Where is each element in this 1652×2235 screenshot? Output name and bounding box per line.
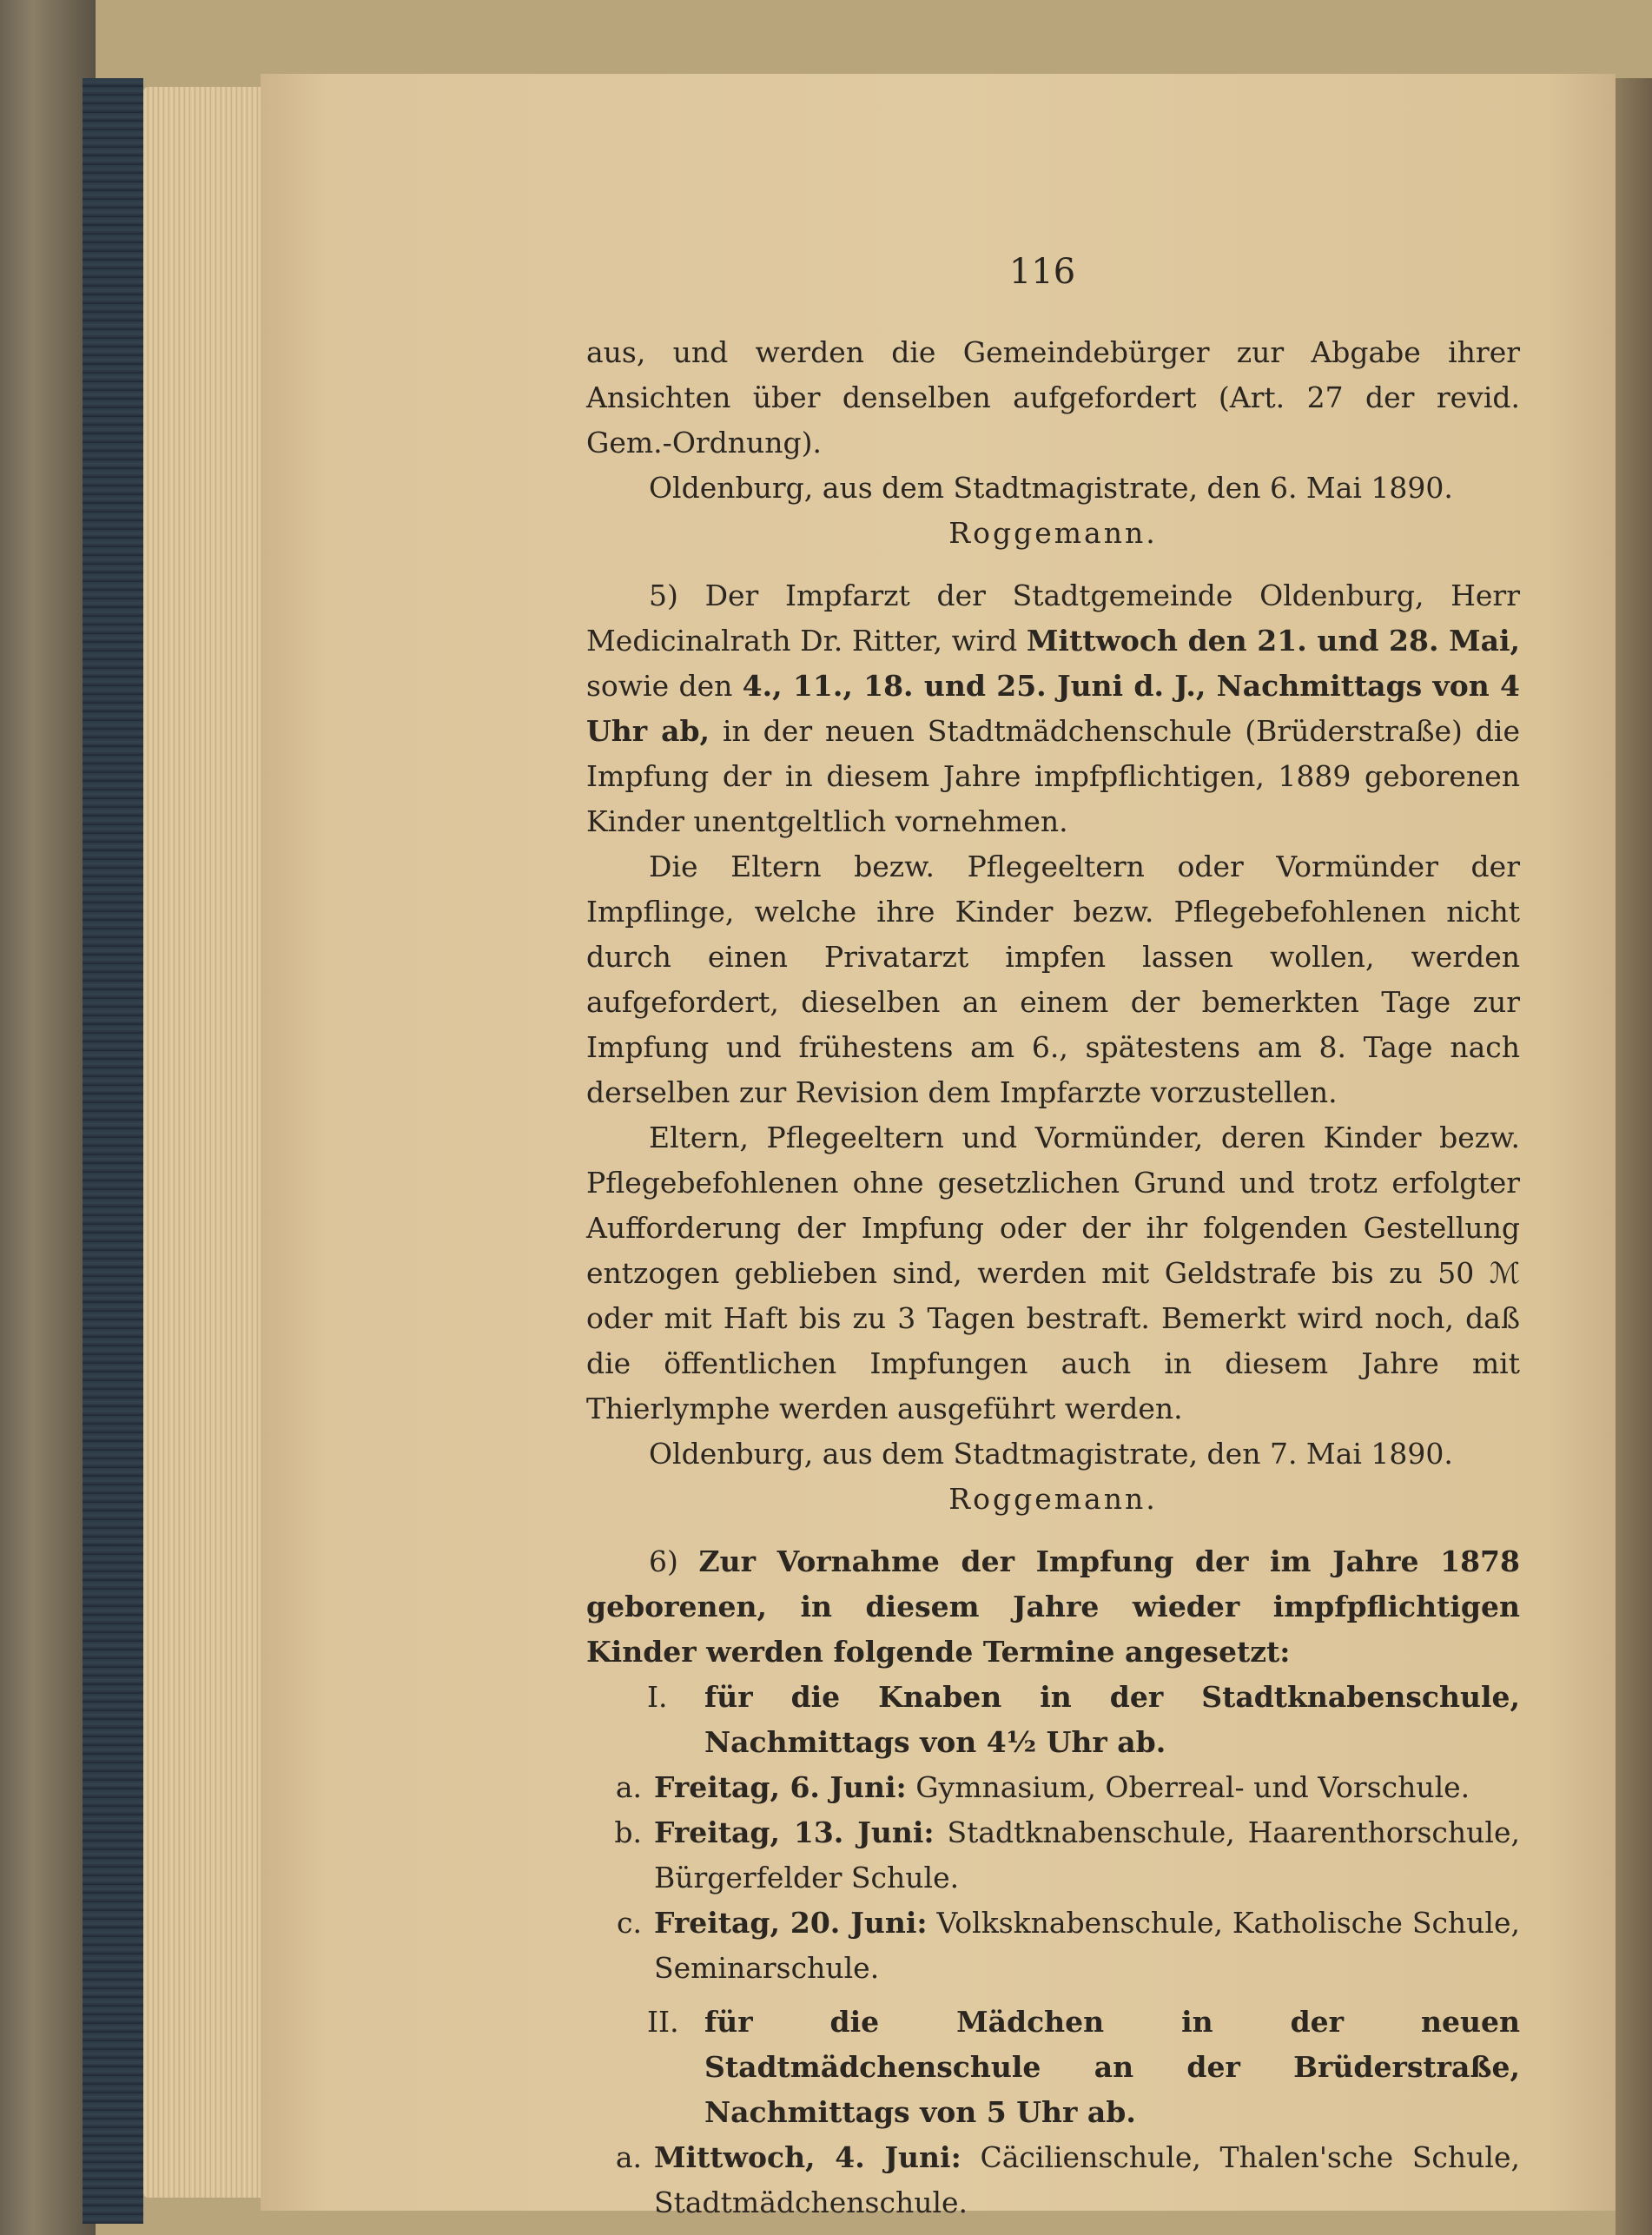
paragraph-parents: Die Eltern bezw. Pflegeeltern oder Vormünder der Impflinge, welche ihre Kinder bezw. Pflegebefohlenen nicht durch einen Privatarzt impfen lassen wollen, werden aufgefordert, dieselben an einem der bemerkten Tage zur Impfung und frühestens am 6., spätestens am 8. Tage nach derselben zur Revision dem Impfarzte vorzustellen. [586, 850, 1520, 1109]
list-item [586, 1901, 1520, 1991]
paragraph-6-heading: Zur Vornahme der Impfung der im Jahre 1878 geborenen, in diesem Jahre wieder impfpflichtigen Kinder werden folgende Termine angesetzt: [586, 1544, 1520, 1669]
section-I-text: für die Knaben in der Stadtknabenschule, Nachmittags von 4½ Uhr ab. [704, 1680, 1520, 1759]
facing-page-edge [1616, 78, 1652, 2235]
page-number: 116 [1008, 252, 1076, 292]
item-date: Mittwoch, 4. Juni: [654, 2140, 961, 2174]
item-label: a. [615, 2140, 642, 2174]
item-date: Freitag, 6. Juni: [654, 1770, 907, 1804]
signature-place-date-2: Oldenburg, aus dem Stadtmagistrate, den 7. Mai 1890. [649, 1437, 1453, 1471]
section-I [647, 1675, 1520, 1765]
paragraph-5 [586, 573, 1520, 844]
paragraph-6-number: 6) [649, 1544, 699, 1578]
section-II-label: II. [647, 2005, 679, 2039]
item-schools: Gymnasium, Oberreal- und Vorschule. [906, 1770, 1470, 1804]
paragraph-6 [586, 1539, 1520, 1675]
paragraph-5-text: 5) Der Impfarzt der Stadtgemeinde Oldenburg, Herr Medicinalrath Dr. Ritter, wird [586, 579, 1520, 658]
paragraph-5-dates-may: Mittwoch den 21. und 28. Mai, [1026, 624, 1520, 658]
page-text [586, 330, 1520, 2225]
item-schools: Cäcilienschule, Thalen'sche Schule, Stadtmädchenschule. [654, 2140, 1520, 2219]
list-item [586, 2135, 1520, 2225]
list-item [586, 1810, 1520, 1901]
book-spine [83, 78, 143, 2224]
paragraph-5-text-end: in der neuen Stadtmädchenschule (Brüderstraße) die Impfung der in diesem Jahre impfpflichtigen, 1889 geborenen Kinder unentgeltlich vornehmen. [586, 714, 1521, 838]
page-edges [143, 87, 265, 2198]
item-label: a. [615, 1770, 642, 1804]
item-label: b. [614, 1815, 642, 1849]
item-schools: Stadtknabenschule, Haarenthorschule, Bürgerfelder Schule. [654, 1815, 1520, 1894]
signature-name-1: Roggemann. [948, 516, 1158, 550]
paragraph-penalty: Eltern, Pflegeeltern und Vormünder, deren Kinder bezw. Pflegebefohlenen ohne gesetzlichen Grund und trotz erfolgter Aufforderung der Impfung oder der ihr folgenden Gestellung entzogen geblieben sind, werden mit Geldstrafe bis zu 50 ℳ oder mit Haft bis zu 3 Tagen bestraft. Bemerkt wird noch, daß die öffentlichen Impfungen auch in diesem Jahre mit Thierlymphe werden ausgeführt werden. [586, 1121, 1520, 1425]
item-date: Freitag, 13. Juni: [654, 1815, 935, 1849]
list-item [586, 1765, 1520, 1810]
signature-name-2: Roggemann. [948, 1482, 1158, 1516]
item-schools: Volksknabenschule, Katholische Schule, Seminarschule. [654, 1906, 1520, 1985]
section-II [647, 2000, 1520, 2135]
paragraph-5-dates-june: 4., 11., 18. und 25. Juni d. J., Nachmittags von 4 Uhr ab, [586, 669, 1520, 748]
signature-place-date-1: Oldenburg, aus dem Stadtmagistrate, den 6. Mai 1890. [649, 471, 1453, 505]
paragraph-5-text-mid: sowie den [586, 669, 743, 703]
section-II-text: für die Mädchen in der neuen Stadtmädchenschule an der Brüderstraße, Nachmittags von 5 Uhr ab. [704, 2005, 1520, 2129]
book-cover-shadow [0, 0, 96, 2235]
item-label: c. [617, 1906, 642, 1940]
paragraph-continuation: aus, und werden die Gemeindebürger zur Abgabe ihrer Ansichten über denselben aufgefordert (Art. 27 der revid. Gem.-Ordnung). [586, 335, 1520, 460]
section-I-label: I. [647, 1680, 668, 1714]
item-date: Freitag, 20. Juni: [654, 1906, 928, 1940]
